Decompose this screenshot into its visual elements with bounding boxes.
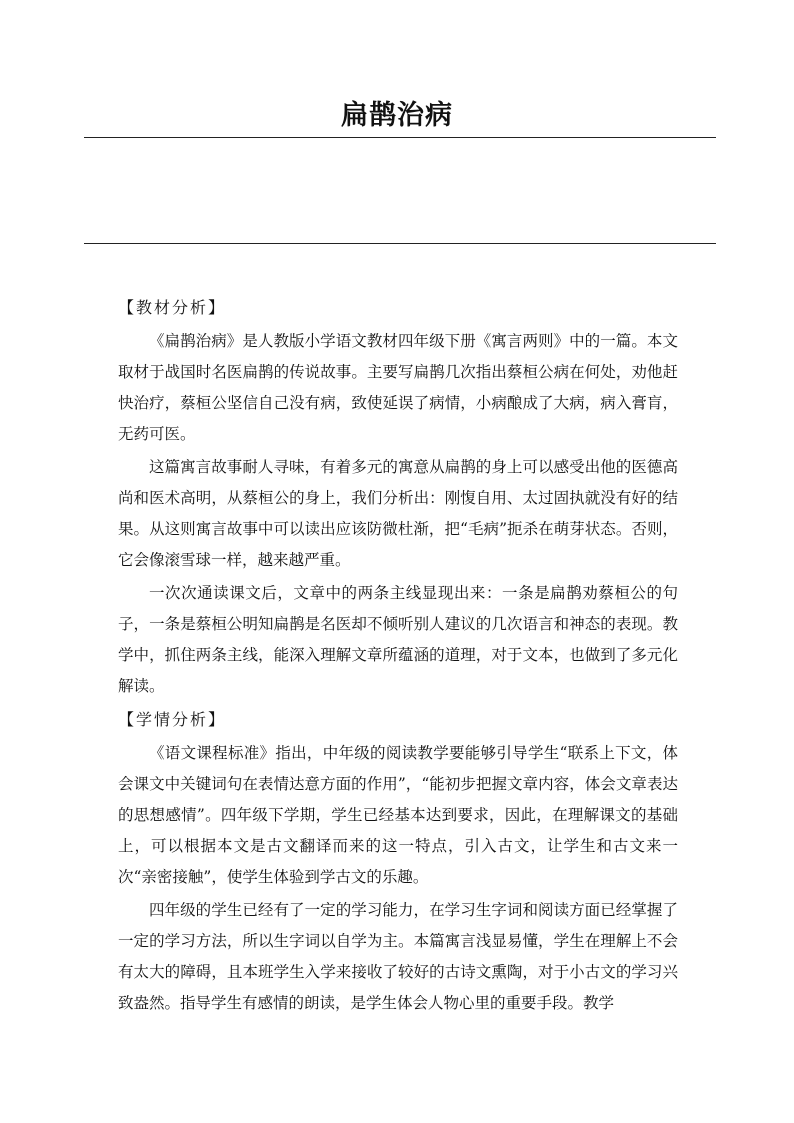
title-divider-bottom	[84, 243, 716, 244]
title-divider-top	[84, 137, 716, 138]
document-title: 扁鹊治病	[341, 100, 453, 131]
paragraph: 四年级的学生已经有了一定的学习能力，在学习生字词和阅读方面已经掌握了一定的学习方法，所以生字词以自学为主。本篇寓言浅显易懂，学生在理解上不会有太大的障碍，且本班学生入学来接收了较好的古诗文熏陶，对于小古文的学习兴致盎然。指导学生有感情的朗读，是学生体会人物心里的重要手段。教学	[118, 901, 678, 1012]
paragraph: 这篇寓言故事耐人寻味，有着多元的寓意从扁鹊的身上可以感受出他的医德高尚和医术高明，从蔡桓公的身上，我们分析出：刚愎自用、太过固执就没有好的结果。从这则寓言故事中可以读出应该防微杜渐，把“毛病”扼杀在萌芽状态。否则，它会像滚雪球一样，越来越严重。	[118, 458, 678, 569]
paragraph: 一次次通读课文后，文章中的两条主线显现出来：一条是扁鹊劝蔡桓公的句子，一条是蔡桓公明知扁鹊是名医却不倾听别人建议的几次语言和神态的表现。教学中，抓住两条主线，能深入理解文章所蕴涵的道理，对于文本，也做到了多元化解读。	[118, 584, 678, 695]
section-heading-student-analysis: 【学情分析】	[118, 710, 227, 729]
section-heading-textbook-analysis: 【教材分析】	[118, 298, 227, 317]
document-body	[118, 292, 678, 1021]
paragraph: 《语文课程标准》指出，中年级的阅读教学要能够引导学生“联系上下文，体会课文中关键词句在表情达意方面的作用”，“能初步把握文章内容，体会文章表达的思想感情”。四年级下学期，学生已经基本达到要求，因此，在理解课文的基础上，可以根据本文是古文翻译而来的这一特点，引入古文，让学生和古文来一次“亲密接触”，使学生体验到学古文的乐趣。	[118, 744, 678, 886]
paragraph: 《扁鹊治病》是人教版小学语文教材四年级下册《寓言两则》中的一篇。本文取材于战国时名医扁鹊的传说故事。主要写扁鹊几次指出蔡桓公病在何处，劝他赶快治疗，蔡桓公坚信自己没有病，致使延误了病情，小病酿成了大病，病入膏肓，无药可医。	[118, 332, 678, 443]
